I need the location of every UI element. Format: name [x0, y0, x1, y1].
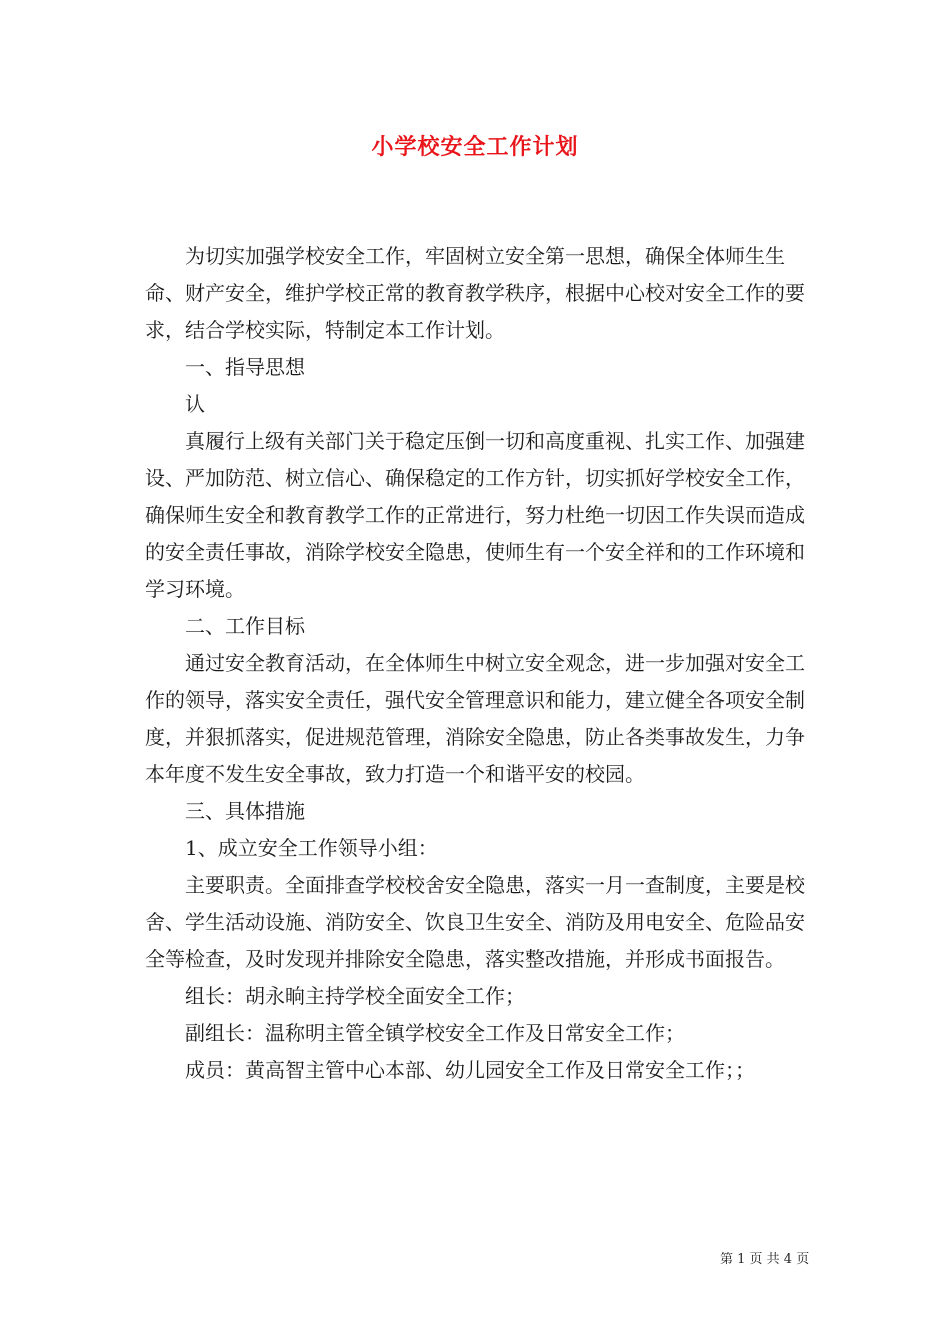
- page-number-footer: 第 1 页 共 4 页: [720, 1252, 810, 1267]
- measure-item-1: 1、成立安全工作领导小组：: [185, 836, 438, 860]
- members-line: 成员：黄高智主管中心本部、幼儿园安全工作及日常安全工作；；: [185, 1058, 755, 1082]
- intro-paragraph: 为切实加强学校安全工作，牢固树立安全第一思想，确保全体师生生命、财产安全，维护学校正常的教育教学秩序，根据中心校对安全工作的要求，结合学校实际，特制定本工作计划。: [145, 244, 805, 342]
- section-heading-specific-measures: 三、具体措施: [185, 799, 305, 823]
- guiding-ideology-paragraph: 真履行上级有关部门关于稳定压倒一切和高度重视、扎实工作、加强建设、严加防范、树立信心、确保稳定的工作方针，切实抓好学校安全工作，确保师生安全和教育教学工作的正常进行，努力杜绝一切因工作失误而造成的安全责任事故，消除学校安全隐患，使师生有一个安全祥和的工作环境和学习环境。: [145, 429, 805, 601]
- team-leader-line: 组长：胡永晌主持学校全面安全工作；: [185, 984, 525, 1008]
- main-duties-paragraph: 主要职责。全面排查学校校舍安全隐患，落实一月一查制度，主要是校舍、学生活动设施、消防安全、饮良卫生安全、消防及用电安全、危险品安全等检查，及时发现并排除安全隐患，落实整改措施，并形成书面报告。: [145, 873, 805, 971]
- deputy-leader-line: 副组长：温称明主管全镇学校安全工作及日常安全工作；: [185, 1021, 685, 1045]
- work-goals-paragraph: 通过安全教育活动，在全体师生中树立安全观念，进一步加强对安全工作的领导，落实安全责任，强代安全管理意识和能力，建立健全各项安全制度，并狠抓落实，促进规范管理，消除安全隐患，防止各类事故发生，力争本年度不发生安全事故，致力打造一个和谐平安的校园。: [145, 651, 805, 786]
- paragraph-fragment: 认: [185, 392, 205, 416]
- section-heading-work-goals: 二、工作目标: [185, 614, 305, 638]
- document-title: 小学校安全工作计划: [371, 134, 579, 160]
- document-body: [145, 238, 810, 1089]
- section-heading-guiding-ideology: 一、指导思想: [185, 355, 305, 379]
